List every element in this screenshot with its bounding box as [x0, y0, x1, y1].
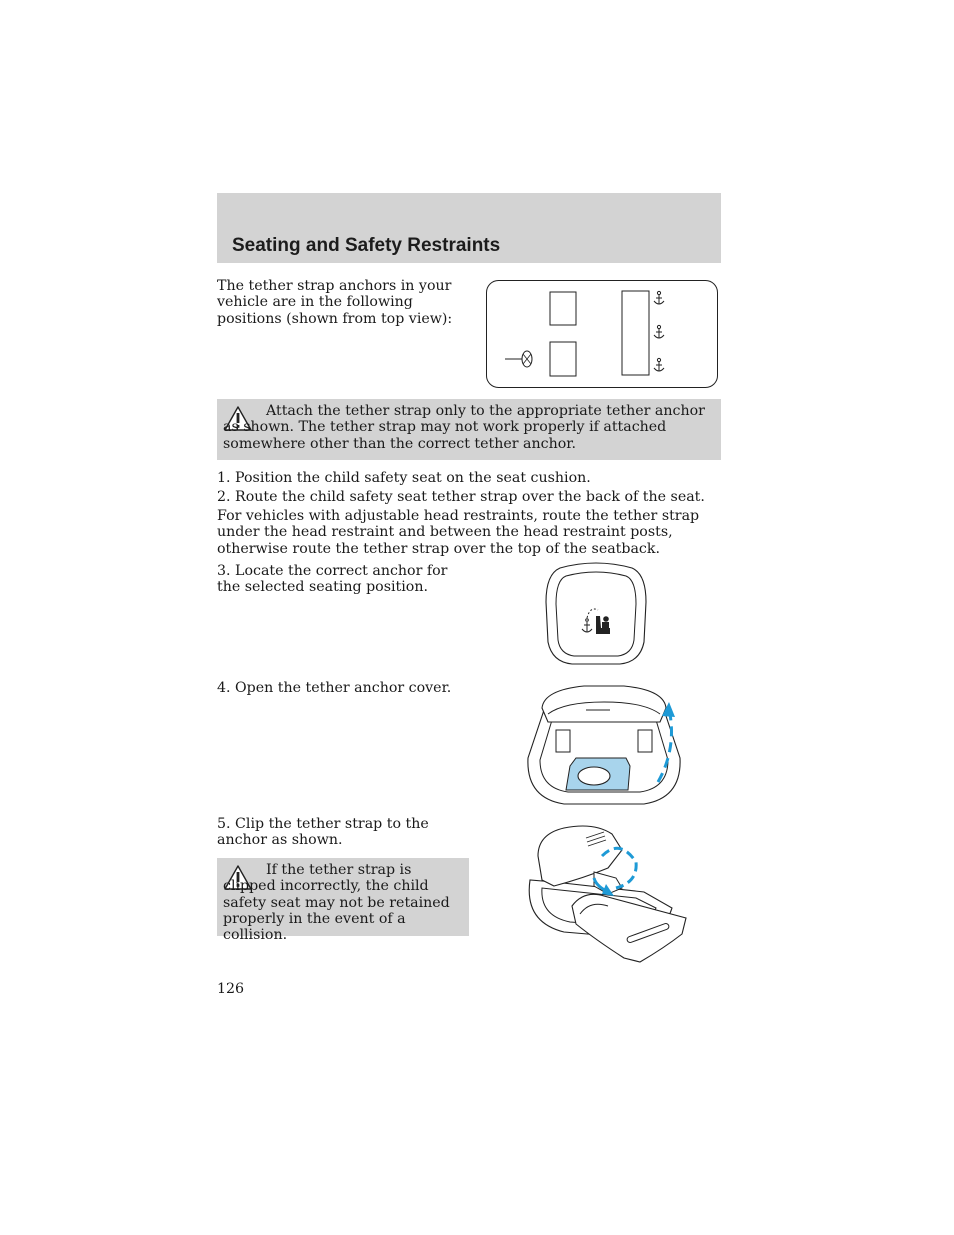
step-5-text: 5. Clip the tether strap to the anchor as shown. — [217, 816, 429, 849]
anchor-position-diagram — [486, 280, 718, 388]
step-4-text: 4. Open the tether anchor cover. — [217, 680, 452, 696]
warning-text: Attach the tether strap only to the appropriate tether anchor as shown. The tether strap may not work properly if attached somewhere other than the correct tether anchor. — [223, 403, 705, 452]
intro-text: The tether strap anchors in your vehicle are in the following positions (shown from top view): — [217, 278, 453, 327]
warning-box-anchor — [217, 399, 721, 460]
section-title: Seating and Safety Restraints — [232, 235, 501, 256]
warning-text: If the tether strap is clipped incorrectly, the child safety seat may not be retained properly in the event of a collision. — [223, 862, 450, 944]
step-3-text: 3. Locate the correct anchor for the selected seating position. — [217, 563, 448, 596]
anchor-cover-open-illustration — [524, 680, 684, 808]
head-restraint-note: For vehicles with adjustable head restraints, route the tether strap under the head restraint and between the head restraint posts, otherwise route the tether strap over the top of the seatback. — [217, 508, 700, 557]
page-number: 126 — [217, 981, 245, 997]
step-2-text: 2. Route the child safety seat tether strap over the back of the seat. — [217, 489, 705, 505]
anchor-cover-closed-illustration — [540, 562, 652, 670]
step-1-text: 1. Position the child safety seat on the seat cushion. — [217, 470, 591, 486]
warning-box-clip — [217, 858, 469, 944]
tether-clip-illustration — [524, 822, 690, 966]
